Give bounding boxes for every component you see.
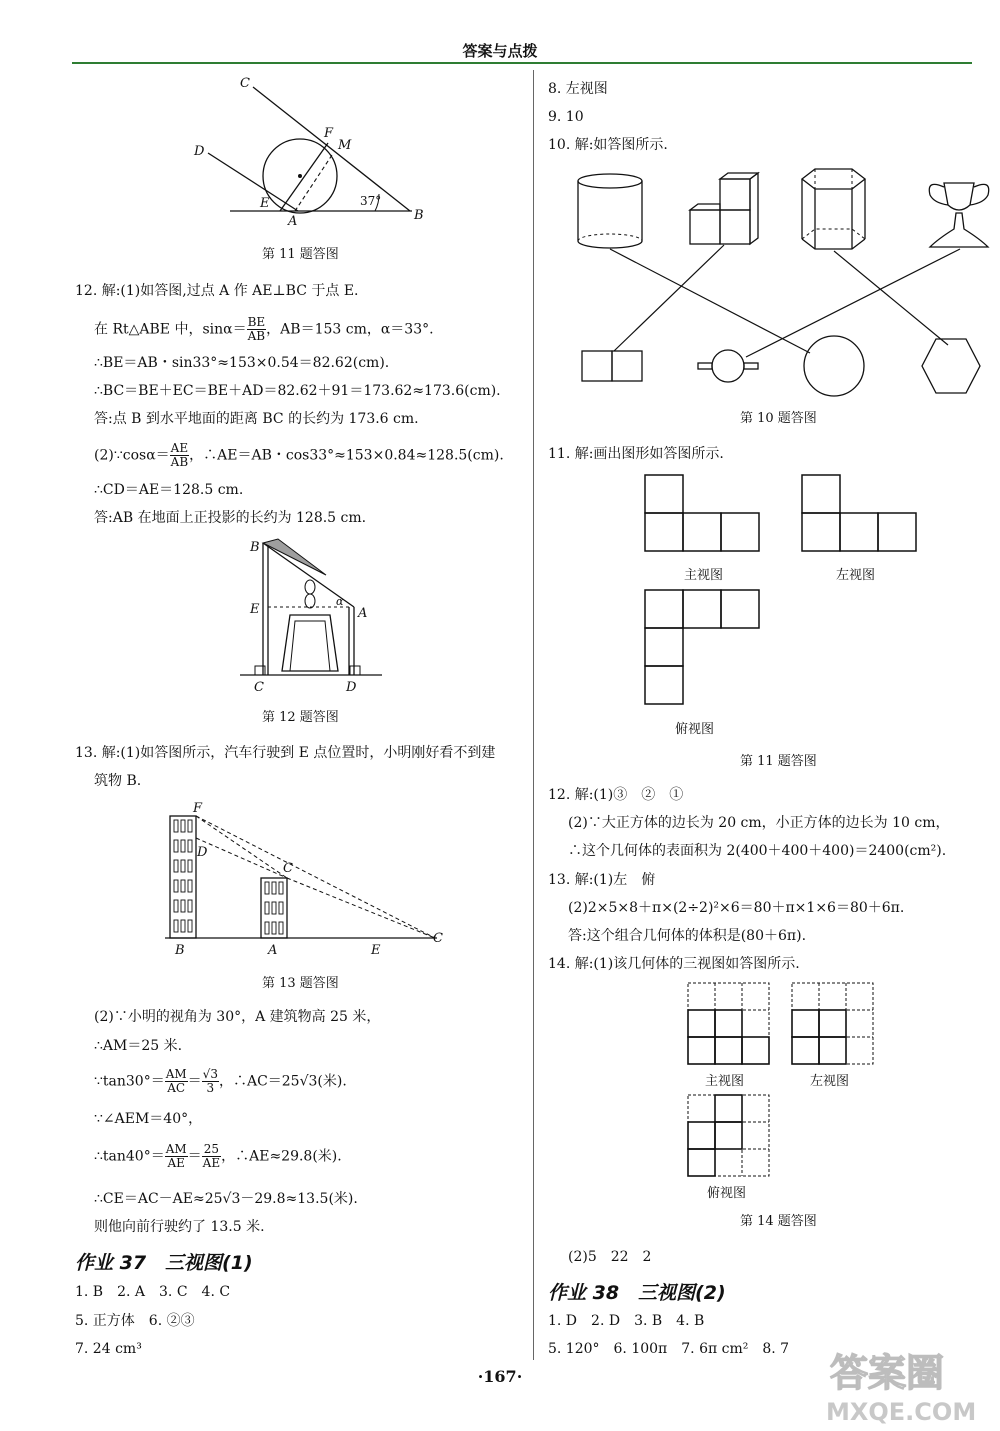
r-q12-line3: ∴这个几何体的表面积为 2(400＋400＋400)＝2400(cm²). [568, 843, 947, 859]
hw37-line2: 5. 正方体 6. ②③ [75, 1313, 195, 1329]
hw38-line1: 1. D 2. D 3. B 4. B [548, 1313, 705, 1329]
fraction: $\frac{√3}{3}$ [202, 1067, 218, 1095]
label-F: F [193, 801, 203, 816]
fig11-left-label: 左视图 [836, 568, 876, 583]
fig12-diagram [230, 535, 390, 695]
window-icon [265, 902, 269, 914]
window-icon [174, 820, 178, 832]
label-D: D [197, 845, 208, 860]
header-title: 答案与点拨 [462, 42, 538, 60]
label-D: D [346, 680, 357, 695]
window-icon [188, 900, 192, 912]
window-icon [181, 880, 185, 892]
fig14-top-label: 俯视图 [707, 1186, 747, 1201]
window-icon [272, 882, 276, 894]
fig11-top-label: 俯视图 [675, 722, 715, 737]
window-icon [279, 902, 283, 914]
fig14-left-label: 左视图 [810, 1074, 850, 1089]
window-icon [188, 860, 192, 872]
fig11-caption-right: 第 11 题答图 [740, 754, 817, 769]
window-icon [181, 860, 185, 872]
window-icon [265, 882, 269, 894]
q12-line1: 12. 解:(1)如答图,过点 A 作 AE⊥BC 于点 E. [75, 283, 359, 299]
label-A: A [288, 214, 298, 229]
window-icon [265, 922, 269, 934]
r-line11: 11. 解:画出图形如答图所示. [548, 446, 724, 462]
r-q14-line1: 14. 解:(1)该几何体的三视图如答图所示. [548, 956, 800, 972]
q12-line5: 答:点 B 到水平地面的距离 BC 的长约为 173.6 cm. [94, 411, 419, 427]
q12-line3: ∴BE＝AB・sin33°≈153×0.54＝82.62(cm). [94, 355, 390, 371]
q13-line4: ∴AM＝25 米. [94, 1038, 183, 1054]
fig13-diagram [165, 798, 455, 963]
hw38-line2: 5. 120° 6. 100π 7. 6π cm² 8. 7 [548, 1341, 790, 1357]
q13-line2: 筑物 B. [94, 773, 142, 789]
label-E: E [260, 196, 270, 211]
r-q13-line2: (2)2×5×8＋π×(2÷2)²×6＝80＋π×1×6＝80＋6π. [568, 900, 905, 916]
label-D: D [194, 144, 205, 159]
fig11-front-label: 主视图 [684, 568, 724, 583]
label-F: F [324, 126, 334, 141]
label-angle: 37° [360, 194, 382, 208]
fraction: $\frac{25}{AE}$ [202, 1142, 221, 1170]
header-rule [72, 62, 972, 64]
fraction: $\frac{AM}{AC}$ [165, 1067, 187, 1095]
r-line9: 9. 10 [548, 109, 584, 125]
window-icon [174, 880, 178, 892]
fraction: $\frac{AM}{AE}$ [165, 1142, 187, 1170]
window-icon [188, 880, 192, 892]
window-icon [181, 920, 185, 932]
fig11-views [640, 470, 920, 710]
window-icon [272, 902, 276, 914]
label-M: M [338, 138, 352, 153]
label-B: B [175, 943, 185, 958]
hw37-title: 作业 37 三视图(1) [75, 1252, 253, 1274]
hw37-line1: 1. B 2. A 3. C 4. C [75, 1284, 231, 1300]
label-E: E [371, 943, 381, 958]
q12-line8: 答:AB 在地面上正投影的长约为 128.5 cm. [94, 510, 367, 526]
window-icon [181, 840, 185, 852]
watermark-logo-text: 答案圈 [830, 1351, 945, 1395]
label-A: A [268, 943, 278, 958]
r-line8: 8. 左视图 [548, 81, 608, 97]
q13-line3: (2)∵小明的视角为 30°，A 建筑物高 25 米， [94, 1009, 381, 1025]
fig11-caption: 第 11 题答图 [262, 247, 339, 262]
q12-line6: (2)∵cosα＝ $\frac{AE}{AB}$ ，∴AE＝AB・cos33°≈153×0.84≈128.5(cm). [94, 441, 504, 469]
r-line10: 10. 解:如答图所示. [548, 137, 668, 153]
q13-line5: ∵tan30°＝ $\frac{AM}{AC}$ ＝ $\frac{√3}{3}$ ，∴AC＝25√3(米). [94, 1067, 347, 1095]
window-icon [188, 920, 192, 932]
window-icon [279, 882, 283, 894]
r-q14-line2: (2)5 22 2 [568, 1249, 652, 1265]
fig10-caption: 第 10 题答图 [740, 411, 817, 426]
q13-line7: ∴tan40°＝ $\frac{AM}{AE}$ ＝ $\frac{25}{AE}$ ，∴AE≈29.8(米). [94, 1142, 342, 1170]
q13-line9: 则他向前行驶约了 13.5 米. [94, 1219, 265, 1235]
fig13-caption: 第 13 题答图 [262, 976, 339, 991]
window-icon [174, 900, 178, 912]
label-C-ground: C [433, 931, 443, 946]
watermark-logo [820, 1338, 995, 1428]
fig10-diagram [570, 165, 990, 395]
window-icon [188, 840, 192, 852]
window-icon [279, 922, 283, 934]
fig11-diagram [180, 75, 440, 235]
r-q13-line3: 答:这个组合几何体的体积是(80＋6π). [568, 928, 807, 944]
page-header [0, 40, 1000, 61]
r-q13-line1: 13. 解:(1)左 俯 [548, 872, 656, 888]
window-icon [181, 900, 185, 912]
fig14-caption: 第 14 题答图 [740, 1214, 817, 1229]
label-A: A [358, 606, 368, 621]
label-C-top: C [283, 861, 293, 876]
column-divider [533, 70, 534, 1360]
q13-line8: ∴CE＝AC－AE≈25√3－29.8≈13.5(米). [94, 1191, 358, 1207]
label-alpha: α [336, 595, 344, 608]
r-q12-line2: (2)∵大正方体的边长为 20 cm，小正方体的边长为 10 cm， [568, 815, 950, 831]
hw37-line3: 7. 24 cm³ [75, 1341, 142, 1357]
r-q12-line1: 12. 解:(1)③ ② ① [548, 787, 684, 803]
hw38-title: 作业 38 三视图(2) [548, 1282, 726, 1304]
window-icon [181, 820, 185, 832]
label-C: C [254, 680, 264, 695]
q12-line2: 在 Rt△ABE 中，sinα＝ $\frac{BE}{AB}$ ，AB＝153 cm，α＝33°. [94, 315, 434, 343]
label-E: E [250, 602, 260, 617]
page-number: ·167· [477, 1367, 523, 1386]
label-B: B [414, 208, 424, 223]
window-icon [188, 820, 192, 832]
label-B: B [250, 540, 260, 555]
q13-line6: ∵∠AEM＝40°， [94, 1111, 203, 1127]
fig12-caption: 第 12 题答图 [262, 710, 339, 725]
window-icon [174, 920, 178, 932]
window-icon [174, 840, 178, 852]
window-icon [272, 922, 276, 934]
window-icon [174, 860, 178, 872]
fraction: $\frac{BE}{AB}$ [247, 315, 266, 343]
q13-line1: 13. 解:(1)如答图所示，汽车行驶到 E 点位置时，小明刚好看不到建 [75, 745, 496, 761]
q12-line4: ∴BC＝BE＋EC＝BE＋AD＝82.62＋91＝173.62≈173.6(cm). [94, 383, 501, 399]
fraction: $\frac{AE}{AB}$ [170, 441, 189, 469]
q12-line7: ∴CD＝AE＝128.5 cm. [94, 482, 244, 498]
fig14-front-label: 主视图 [705, 1074, 745, 1089]
label-C: C [240, 76, 250, 91]
watermark-url: MXQE.COM [826, 1398, 977, 1426]
